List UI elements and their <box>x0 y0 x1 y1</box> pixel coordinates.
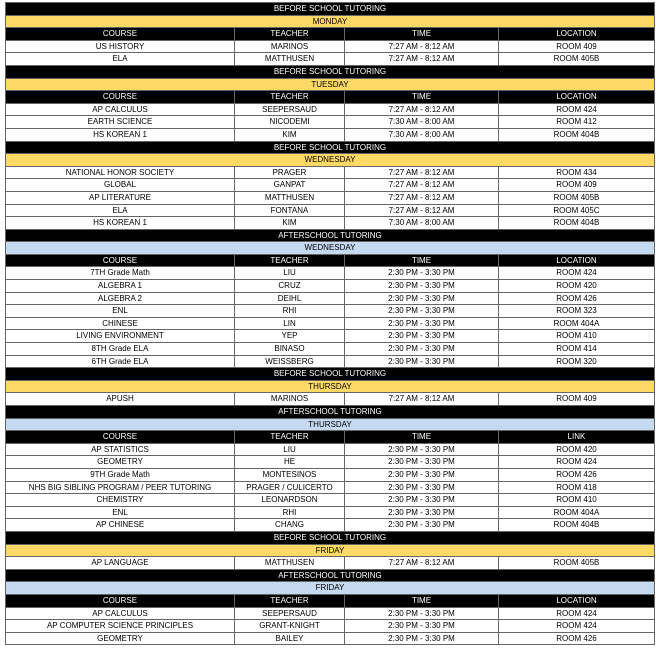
location-cell: ROOM 424 <box>499 456 655 469</box>
course-cell: US HISTORY <box>6 40 235 53</box>
location-cell: ROOM 414 <box>499 343 655 356</box>
time-cell: 2:30 PM - 3:30 PM <box>345 519 499 532</box>
course-cell: GEOMETRY <box>6 456 235 469</box>
course-cell: NATIONAL HONOR SOCIETY <box>6 166 235 179</box>
column-header: TEACHER <box>235 254 345 267</box>
location-cell: ROOM 424 <box>499 620 655 633</box>
day-label: WEDNESDAY <box>6 154 655 167</box>
time-cell: 2:30 PM - 3:30 PM <box>345 607 499 620</box>
column-header: TEACHER <box>235 431 345 444</box>
location-cell: ROOM 424 <box>499 267 655 280</box>
column-header: TIME <box>345 594 499 607</box>
teacher-cell: NICODEMI <box>235 116 345 129</box>
day-label: MONDAY <box>6 15 655 28</box>
banner-title: BEFORE SCHOOL TUTORING <box>6 141 655 154</box>
banner-title: BEFORE SCHOOL TUTORING <box>6 65 655 78</box>
teacher-cell: LEONARDSON <box>235 494 345 507</box>
table-row <box>6 443 655 456</box>
teacher-cell: MATTHUSEN <box>235 53 345 66</box>
column-header: COURSE <box>6 254 235 267</box>
table-row <box>6 557 655 570</box>
banner-title: AFTERSCHOOL TUTORING <box>6 229 655 242</box>
table-row <box>6 607 655 620</box>
time-cell: 2:30 PM - 3:30 PM <box>345 343 499 356</box>
column-header: TIME <box>345 254 499 267</box>
time-cell: 7:27 AM - 8:12 AM <box>345 393 499 406</box>
tutoring-schedule-table <box>5 2 655 645</box>
time-cell: 2:30 PM - 3:30 PM <box>345 456 499 469</box>
table-row <box>6 317 655 330</box>
column-header: TEACHER <box>235 91 345 104</box>
course-cell: AP LITERATURE <box>6 191 235 204</box>
column-header: COURSE <box>6 594 235 607</box>
section-banner <box>6 531 655 544</box>
banner-title: BEFORE SCHOOL TUTORING <box>6 368 655 381</box>
column-header: TEACHER <box>235 28 345 41</box>
table-row <box>6 103 655 116</box>
column-header: TEACHER <box>235 594 345 607</box>
course-cell: APUSH <box>6 393 235 406</box>
course-cell: 6TH Grade ELA <box>6 355 235 368</box>
table-row <box>6 519 655 532</box>
column-header: LOCATION <box>499 254 655 267</box>
time-cell: 2:30 PM - 3:30 PM <box>345 443 499 456</box>
column-header-row <box>6 254 655 267</box>
day-row <box>6 154 655 167</box>
time-cell: 2:30 PM - 3:30 PM <box>345 355 499 368</box>
day-label: FRIDAY <box>6 544 655 557</box>
teacher-cell: MATTHUSEN <box>235 557 345 570</box>
column-header: COURSE <box>6 431 235 444</box>
column-header: COURSE <box>6 91 235 104</box>
column-header: TIME <box>345 91 499 104</box>
table-row <box>6 292 655 305</box>
course-cell: ALGEBRA 1 <box>6 280 235 293</box>
location-cell: ROOM 420 <box>499 443 655 456</box>
location-cell: ROOM 404B <box>499 128 655 141</box>
time-cell: 7:27 AM - 8:12 AM <box>345 40 499 53</box>
time-cell: 7:30 AM - 8:00 AM <box>345 116 499 129</box>
teacher-cell: SEEPERSAUD <box>235 103 345 116</box>
teacher-cell: SEEPERSAUD <box>235 607 345 620</box>
section-banner <box>6 569 655 582</box>
table-row <box>6 632 655 645</box>
table-row <box>6 116 655 129</box>
day-label: THURSDAY <box>6 418 655 431</box>
time-cell: 7:30 AM - 8:00 AM <box>345 217 499 230</box>
location-cell: ROOM 434 <box>499 166 655 179</box>
column-header: LINK <box>499 431 655 444</box>
day-row <box>6 380 655 393</box>
location-cell: ROOM 410 <box>499 330 655 343</box>
time-cell: 7:27 AM - 8:12 AM <box>345 166 499 179</box>
table-row <box>6 217 655 230</box>
location-cell: ROOM 412 <box>499 116 655 129</box>
teacher-cell: YEP <box>235 330 345 343</box>
table-row <box>6 330 655 343</box>
location-cell: ROOM 409 <box>499 40 655 53</box>
location-cell: ROOM 405B <box>499 191 655 204</box>
banner-title: AFTERSCHOOL TUTORING <box>6 406 655 419</box>
course-cell: GLOBAL <box>6 179 235 192</box>
table-row <box>6 468 655 481</box>
table-row <box>6 393 655 406</box>
column-header-row <box>6 431 655 444</box>
day-label: TUESDAY <box>6 78 655 91</box>
table-row <box>6 166 655 179</box>
course-cell: AP CALCULUS <box>6 607 235 620</box>
location-cell: ROOM 418 <box>499 481 655 494</box>
section-banner <box>6 141 655 154</box>
location-cell: ROOM 404A <box>499 317 655 330</box>
table-row <box>6 456 655 469</box>
day-row <box>6 418 655 431</box>
course-cell: EARTH SCIENCE <box>6 116 235 129</box>
time-cell: 2:30 PM - 3:30 PM <box>345 632 499 645</box>
section-banner <box>6 3 655 16</box>
time-cell: 2:30 PM - 3:30 PM <box>345 481 499 494</box>
day-row <box>6 242 655 255</box>
table-row <box>6 343 655 356</box>
course-cell: AP CHINESE <box>6 519 235 532</box>
time-cell: 2:30 PM - 3:30 PM <box>345 267 499 280</box>
location-cell: ROOM 409 <box>499 393 655 406</box>
table-row <box>6 481 655 494</box>
table-row <box>6 191 655 204</box>
teacher-cell: MARINOS <box>235 393 345 406</box>
column-header: COURSE <box>6 28 235 41</box>
course-cell: AP LANGUAGE <box>6 557 235 570</box>
column-header: TIME <box>345 28 499 41</box>
time-cell: 7:27 AM - 8:12 AM <box>345 204 499 217</box>
time-cell: 2:30 PM - 3:30 PM <box>345 305 499 318</box>
course-cell: CHINESE <box>6 317 235 330</box>
teacher-cell: LIU <box>235 443 345 456</box>
day-row <box>6 78 655 91</box>
day-row <box>6 544 655 557</box>
location-cell: ROOM 410 <box>499 494 655 507</box>
course-cell: HS KOREAN 1 <box>6 128 235 141</box>
banner-title: AFTERSCHOOL TUTORING <box>6 569 655 582</box>
time-cell: 2:30 PM - 3:30 PM <box>345 494 499 507</box>
table-row <box>6 204 655 217</box>
teacher-cell: KIM <box>235 217 345 230</box>
course-cell: AP COMPUTER SCIENCE PRINCIPLES <box>6 620 235 633</box>
column-header: LOCATION <box>499 28 655 41</box>
table-row <box>6 494 655 507</box>
teacher-cell: MATTHUSEN <box>235 191 345 204</box>
time-cell: 7:27 AM - 8:12 AM <box>345 103 499 116</box>
course-cell: ELA <box>6 204 235 217</box>
day-label: FRIDAY <box>6 582 655 595</box>
course-cell: 7TH Grade Math <box>6 267 235 280</box>
time-cell: 7:30 AM - 8:00 AM <box>345 128 499 141</box>
column-header: LOCATION <box>499 91 655 104</box>
table-row <box>6 506 655 519</box>
teacher-cell: LIN <box>235 317 345 330</box>
location-cell: ROOM 404B <box>499 217 655 230</box>
teacher-cell: PRAGER / CULICERTO <box>235 481 345 494</box>
teacher-cell: RHI <box>235 305 345 318</box>
course-cell: ALGEBRA 2 <box>6 292 235 305</box>
course-cell: 8TH Grade ELA <box>6 343 235 356</box>
location-cell: ROOM 323 <box>499 305 655 318</box>
column-header-row <box>6 28 655 41</box>
teacher-cell: WEISSBERG <box>235 355 345 368</box>
course-cell: NHS BIG SIBLING PROGRAM / PEER TUTORING <box>6 481 235 494</box>
day-label: THURSDAY <box>6 380 655 393</box>
column-header: LOCATION <box>499 594 655 607</box>
course-cell: AP CALCULUS <box>6 103 235 116</box>
location-cell: ROOM 405B <box>499 557 655 570</box>
teacher-cell: GRANT-KNIGHT <box>235 620 345 633</box>
teacher-cell: MARINOS <box>235 40 345 53</box>
banner-title: BEFORE SCHOOL TUTORING <box>6 3 655 16</box>
course-cell: LIVING ENVIRONMENT <box>6 330 235 343</box>
location-cell: ROOM 426 <box>499 632 655 645</box>
column-header: TIME <box>345 431 499 444</box>
course-cell: ELA <box>6 53 235 66</box>
time-cell: 7:27 AM - 8:12 AM <box>345 179 499 192</box>
teacher-cell: HE <box>235 456 345 469</box>
time-cell: 7:27 AM - 8:12 AM <box>345 53 499 66</box>
course-cell: AP STATISTICS <box>6 443 235 456</box>
section-banner <box>6 229 655 242</box>
teacher-cell: DEIHL <box>235 292 345 305</box>
location-cell: ROOM 404A <box>499 506 655 519</box>
course-cell: 9TH Grade Math <box>6 468 235 481</box>
course-cell: GEOMETRY <box>6 632 235 645</box>
time-cell: 2:30 PM - 3:30 PM <box>345 292 499 305</box>
time-cell: 2:30 PM - 3:30 PM <box>345 506 499 519</box>
section-banner <box>6 368 655 381</box>
teacher-cell: BAILEY <box>235 632 345 645</box>
section-banner <box>6 65 655 78</box>
teacher-cell: BINASO <box>235 343 345 356</box>
teacher-cell: KIM <box>235 128 345 141</box>
column-header-row <box>6 594 655 607</box>
table-row <box>6 305 655 318</box>
day-row <box>6 15 655 28</box>
time-cell: 2:30 PM - 3:30 PM <box>345 280 499 293</box>
column-header-row <box>6 91 655 104</box>
table-row <box>6 128 655 141</box>
teacher-cell: MONTESINOS <box>235 468 345 481</box>
table-row <box>6 53 655 66</box>
teacher-cell: CHANG <box>235 519 345 532</box>
time-cell: 2:30 PM - 3:30 PM <box>345 620 499 633</box>
location-cell: ROOM 420 <box>499 280 655 293</box>
teacher-cell: CRUZ <box>235 280 345 293</box>
time-cell: 7:27 AM - 8:12 AM <box>345 191 499 204</box>
course-cell: ENL <box>6 305 235 318</box>
time-cell: 2:30 PM - 3:30 PM <box>345 330 499 343</box>
teacher-cell: RHI <box>235 506 345 519</box>
day-label: WEDNESDAY <box>6 242 655 255</box>
location-cell: ROOM 426 <box>499 292 655 305</box>
time-cell: 2:30 PM - 3:30 PM <box>345 468 499 481</box>
teacher-cell: LIU <box>235 267 345 280</box>
table-row <box>6 40 655 53</box>
section-banner <box>6 406 655 419</box>
table-row <box>6 267 655 280</box>
location-cell: ROOM 320 <box>499 355 655 368</box>
teacher-cell: PRAGER <box>235 166 345 179</box>
table-row <box>6 620 655 633</box>
location-cell: ROOM 409 <box>499 179 655 192</box>
location-cell: ROOM 424 <box>499 607 655 620</box>
location-cell: ROOM 424 <box>499 103 655 116</box>
course-cell: HS KOREAN 1 <box>6 217 235 230</box>
location-cell: ROOM 405C <box>499 204 655 217</box>
course-cell: CHEMISTRY <box>6 494 235 507</box>
course-cell: ENL <box>6 506 235 519</box>
time-cell: 2:30 PM - 3:30 PM <box>345 317 499 330</box>
table-row <box>6 355 655 368</box>
location-cell: ROOM 426 <box>499 468 655 481</box>
banner-title: BEFORE SCHOOL TUTORING <box>6 531 655 544</box>
teacher-cell: FONTANA <box>235 204 345 217</box>
day-row <box>6 582 655 595</box>
table-row <box>6 179 655 192</box>
teacher-cell: GANPAT <box>235 179 345 192</box>
table-row <box>6 280 655 293</box>
time-cell: 7:27 AM - 8:12 AM <box>345 557 499 570</box>
schedule-body <box>6 3 655 645</box>
location-cell: ROOM 404B <box>499 519 655 532</box>
location-cell: ROOM 405B <box>499 53 655 66</box>
